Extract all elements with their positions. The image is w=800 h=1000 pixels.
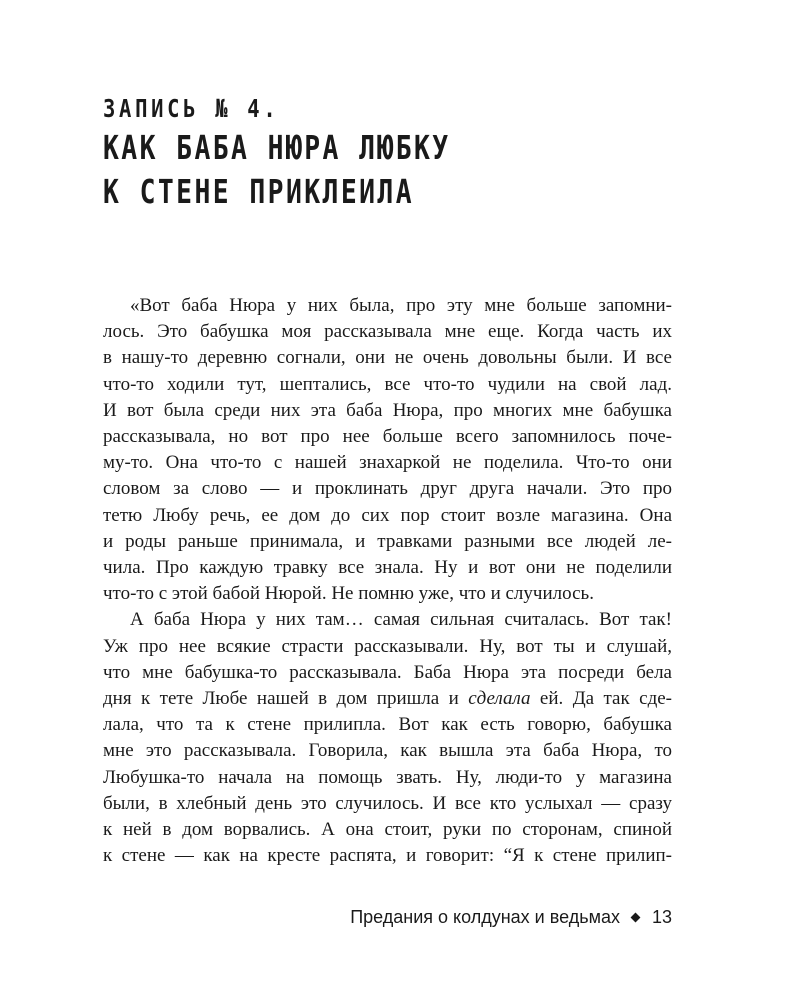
text-line: были, в хлебный день это случилось. И все кто услыхал — сразу xyxy=(103,792,672,814)
text-line-with-emphasis xyxy=(103,686,672,712)
page-number: 13 xyxy=(651,907,672,927)
text-line: лала, что та к стене прилипла. Вот как есть говорю, бабушка xyxy=(103,714,672,736)
text-line: И вот была среди них эта баба Нюра, про многих мне бабушка xyxy=(103,399,672,421)
text-line: рассказывала, но вот про нее больше всего запомнилось поче- xyxy=(103,426,672,448)
text-line: что мне бабушка-то рассказывала. Баба Нюра эта посреди бела xyxy=(103,661,672,683)
text-line: что-то ходили тут, шептались, все что-то чудили на свой лад. xyxy=(103,373,672,395)
text-line: к ней в дом ворвались. А она стоит, руки по сторонам, спиной xyxy=(103,819,672,841)
text-line: словом за слово — и проклинать друг друга начали. Это про xyxy=(103,478,672,500)
chapter-heading xyxy=(103,92,703,214)
diamond-bullet-icon xyxy=(631,913,641,923)
text-line: и роды раньше принимала, и травками разными все людей ле- xyxy=(103,530,672,552)
chapter-number: ЗАПИСЬ № 4. xyxy=(103,94,280,123)
paragraph-1 xyxy=(103,293,672,607)
text-segment: ей. Да так сде- xyxy=(530,688,673,710)
text-segment: дня к тете Любе нашей в дом пришла и xyxy=(103,688,469,710)
text-line: к стене — как на кресте распята, и говорит: “Я к стене прилип- xyxy=(103,845,672,867)
text-line: Уж про нее всякие страсти рассказывали. Ну, вот ты и слушай, xyxy=(103,635,672,657)
body-text xyxy=(103,293,672,869)
text-line: Любушка-то начала на помощь звать. Ну, люди-то у магазина xyxy=(103,766,672,788)
text-line: лось. Это бабушка моя рассказывала мне еще. Когда часть их xyxy=(103,321,672,343)
text-line: в нашу-то деревню согнали, они не очень довольны были. И все xyxy=(103,347,672,369)
text-line: му-то. Она что-то с нашей знахаркой не поделила. Что-то они xyxy=(103,452,672,474)
text-line: А баба Нюра у них там… самая сильная считалась. Вот так! xyxy=(130,609,672,631)
page-footer xyxy=(350,907,672,928)
text-line: чила. Про каждую травку все знала. Ну и вот они не поделили xyxy=(103,557,672,579)
text-line: тетю Любу речь, ее дом до сих пор стоит возле магазина. Она xyxy=(103,504,672,526)
text-line: мне это рассказывала. Говорила, как вышла эта баба Нюра, то xyxy=(103,740,672,762)
paragraph-2 xyxy=(103,607,672,869)
running-title: Предания о колдунах и ведьмах xyxy=(350,907,620,927)
text-line: что-то с этой бабой Нюрой. Не помню уже, что и случилось. xyxy=(103,583,594,605)
text-line: «Вот баба Нюра у них была, про эту мне больше запомни- xyxy=(130,295,672,316)
chapter-title-line-1: КАК БАБА НЮРА ЛЮБКУ xyxy=(103,128,451,167)
chapter-title-line-2: К СТЕНЕ ПРИКЛЕИЛА xyxy=(103,172,415,211)
emphasized-word: сделала xyxy=(468,688,531,710)
